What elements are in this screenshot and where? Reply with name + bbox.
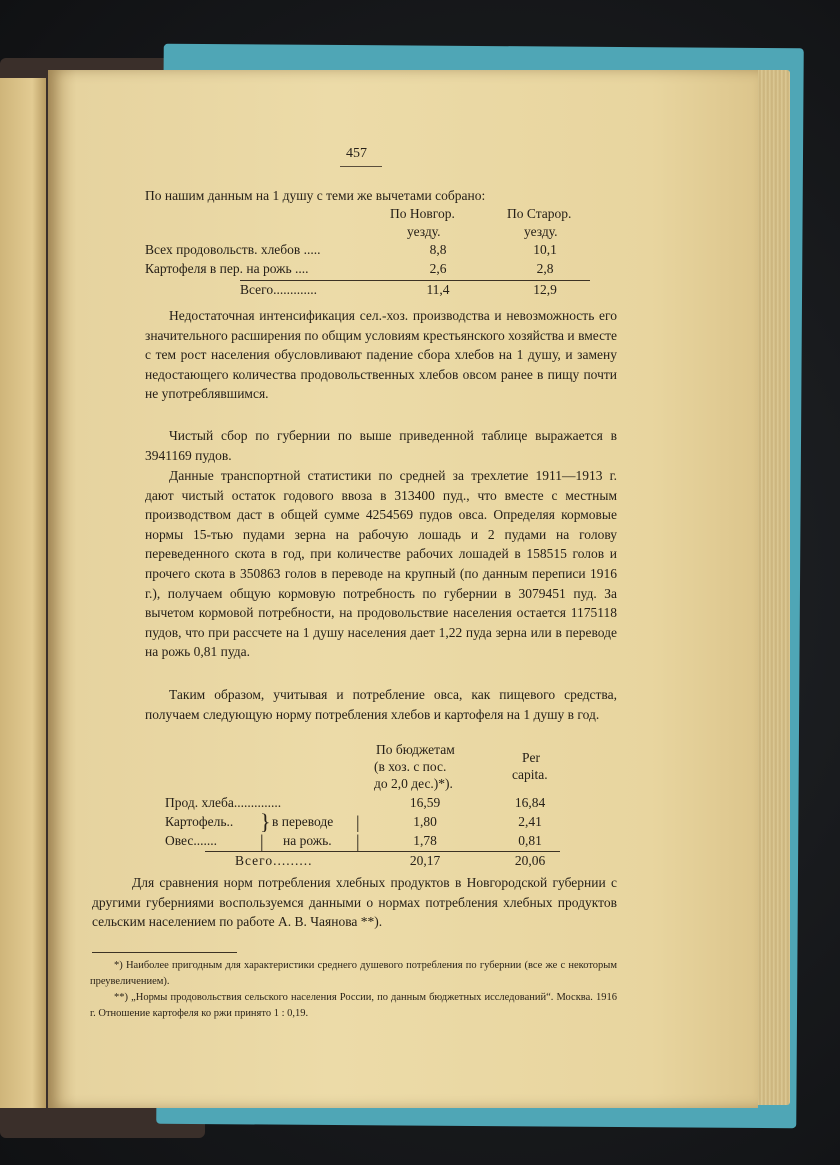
table2-col1-header-3: до 2,0 дес.)*).: [374, 776, 453, 791]
page-number-rule: [340, 166, 382, 167]
footnote-2: **) „Нормы продовольствия сельского населения России, по данным бюджетных исследований“. Москва. 1916 г. Отношение картофеля ко ржи принято 1 : 0,19.: [90, 992, 617, 1019]
table2-brace-text: на рожь.: [283, 833, 332, 848]
table2-row-value: 16,59: [409, 795, 441, 810]
paragraph-1: Недостаточная интенсификация сел.-хоз. производства и невозможность его значительного расширения по общим условиям крестьянского хозяйства и вместе с тем рост населения обусловливают падение сбора хлебов на 1 душу, и замену недостающего количества продовольственных хлебов овсом ранее в пищу почти не употреблявшимся.: [145, 308, 617, 402]
table1-row-value: 10,1: [533, 242, 557, 257]
paragraph-5: Для сравнения норм потребления хлебных продуктов в Новгородской губернии с другими губерниями воспользуемся данными о нормах потребления хлебных продуктов сельским населением по работе А. В. Чаянова **).: [92, 875, 617, 930]
intro-line: По нашим данным на 1 душу с теми же вычетами собрано:: [145, 188, 486, 203]
table2-row-value: 16,84: [514, 795, 546, 810]
left-brace: }: [260, 809, 271, 834]
table2-row-value: 1,80: [413, 814, 437, 829]
table2-row-value: 2,41: [518, 814, 542, 829]
paragraph-2: Чистый сбор по губернии по выше приведенной таблице выражается в 3941169 пудов.: [145, 428, 617, 463]
table2-row-value: 1,78: [413, 833, 437, 848]
table2-row-label: Картофель..: [165, 814, 234, 829]
footnote-1: *) Наиболее пригодным для характеристики среднего душевого потребления по губернии (все же с некоторым преувеличением).: [90, 960, 617, 987]
table1-col2-header-2: уезду.: [524, 224, 558, 239]
table2-row-value: 0,81: [518, 833, 542, 848]
table2-col2-header-2: capita.: [512, 767, 548, 782]
page-number: 457: [346, 146, 367, 161]
table1-col1-header-2: уезду.: [407, 224, 441, 239]
right-brace: |: [356, 831, 360, 851]
left-page: [0, 78, 46, 1108]
table2-col2-header: Per: [522, 750, 540, 765]
table1-total-rule: [240, 280, 590, 281]
table2-total-value: 20,06: [514, 853, 546, 868]
left-brace: |: [260, 831, 264, 851]
table1-row-label: Всех продовольств. хлебов .....: [145, 242, 321, 257]
paragraph-4: Таким образом, учитывая и потребление овса, как пищевого средства, получаем следующую норму потребления хлебов и картофеля на 1 душу в год.: [145, 687, 617, 722]
table1-total-value: 11,4: [426, 282, 450, 297]
table1-total-value: 12,9: [533, 282, 557, 297]
table2-total-label: Всего.........: [235, 853, 313, 868]
table1-row-value: 2,6: [429, 261, 447, 276]
table2-row-label: Прод. хлеба..............: [165, 795, 282, 810]
table2-brace-text: в переводе: [272, 814, 334, 829]
table2-total-value: 20,17: [409, 853, 441, 868]
table1-col1-header: По Новгор.: [390, 206, 455, 221]
right-brace: |: [356, 812, 360, 832]
paragraph-3: Данные транспортной статистики по средней за трехлетие 1911—1913 г. дают чистый остаток годового ввоза в 313400 пуд., что вместе с местным производством даст в общей сумме 4254569 пудов овса. Определяя кормовые нормы 15-тью пудами зерна на рабочую лошадь и 2 пудами на голову переведенного скота в год, при количестве рабочих лошадей в 158515 голов и прочего скота в 350863 голов в переводе на крупный (по данным переписи 1916 г.), получаем общую кормовую потребность по губернии в 3079451 пуд. За вычетом кормовой потребности, на продовольствие населения остается 1175118 пудов, что при рассчете на 1 душу населения дает 1,22 пуда зерна или в переводе на рожь 0,81 пуда.: [145, 468, 617, 660]
table1-row-value: 8,8: [429, 242, 447, 257]
table2-total-rule: [205, 851, 560, 852]
table1-col2-header: По Старор.: [507, 206, 572, 221]
table2-col1-header-2: (в хоз. с пос.: [374, 759, 447, 774]
footnote-rule: [92, 952, 237, 953]
table1-row-value: 2,8: [536, 261, 554, 276]
table2-row-label: Овес.......: [165, 833, 217, 848]
table2-col1-header: По бюджетам: [376, 742, 455, 757]
table1-total-label: Всего.............: [240, 282, 317, 297]
table1-row-label: Картофеля в пер. на рожь ....: [145, 261, 309, 276]
